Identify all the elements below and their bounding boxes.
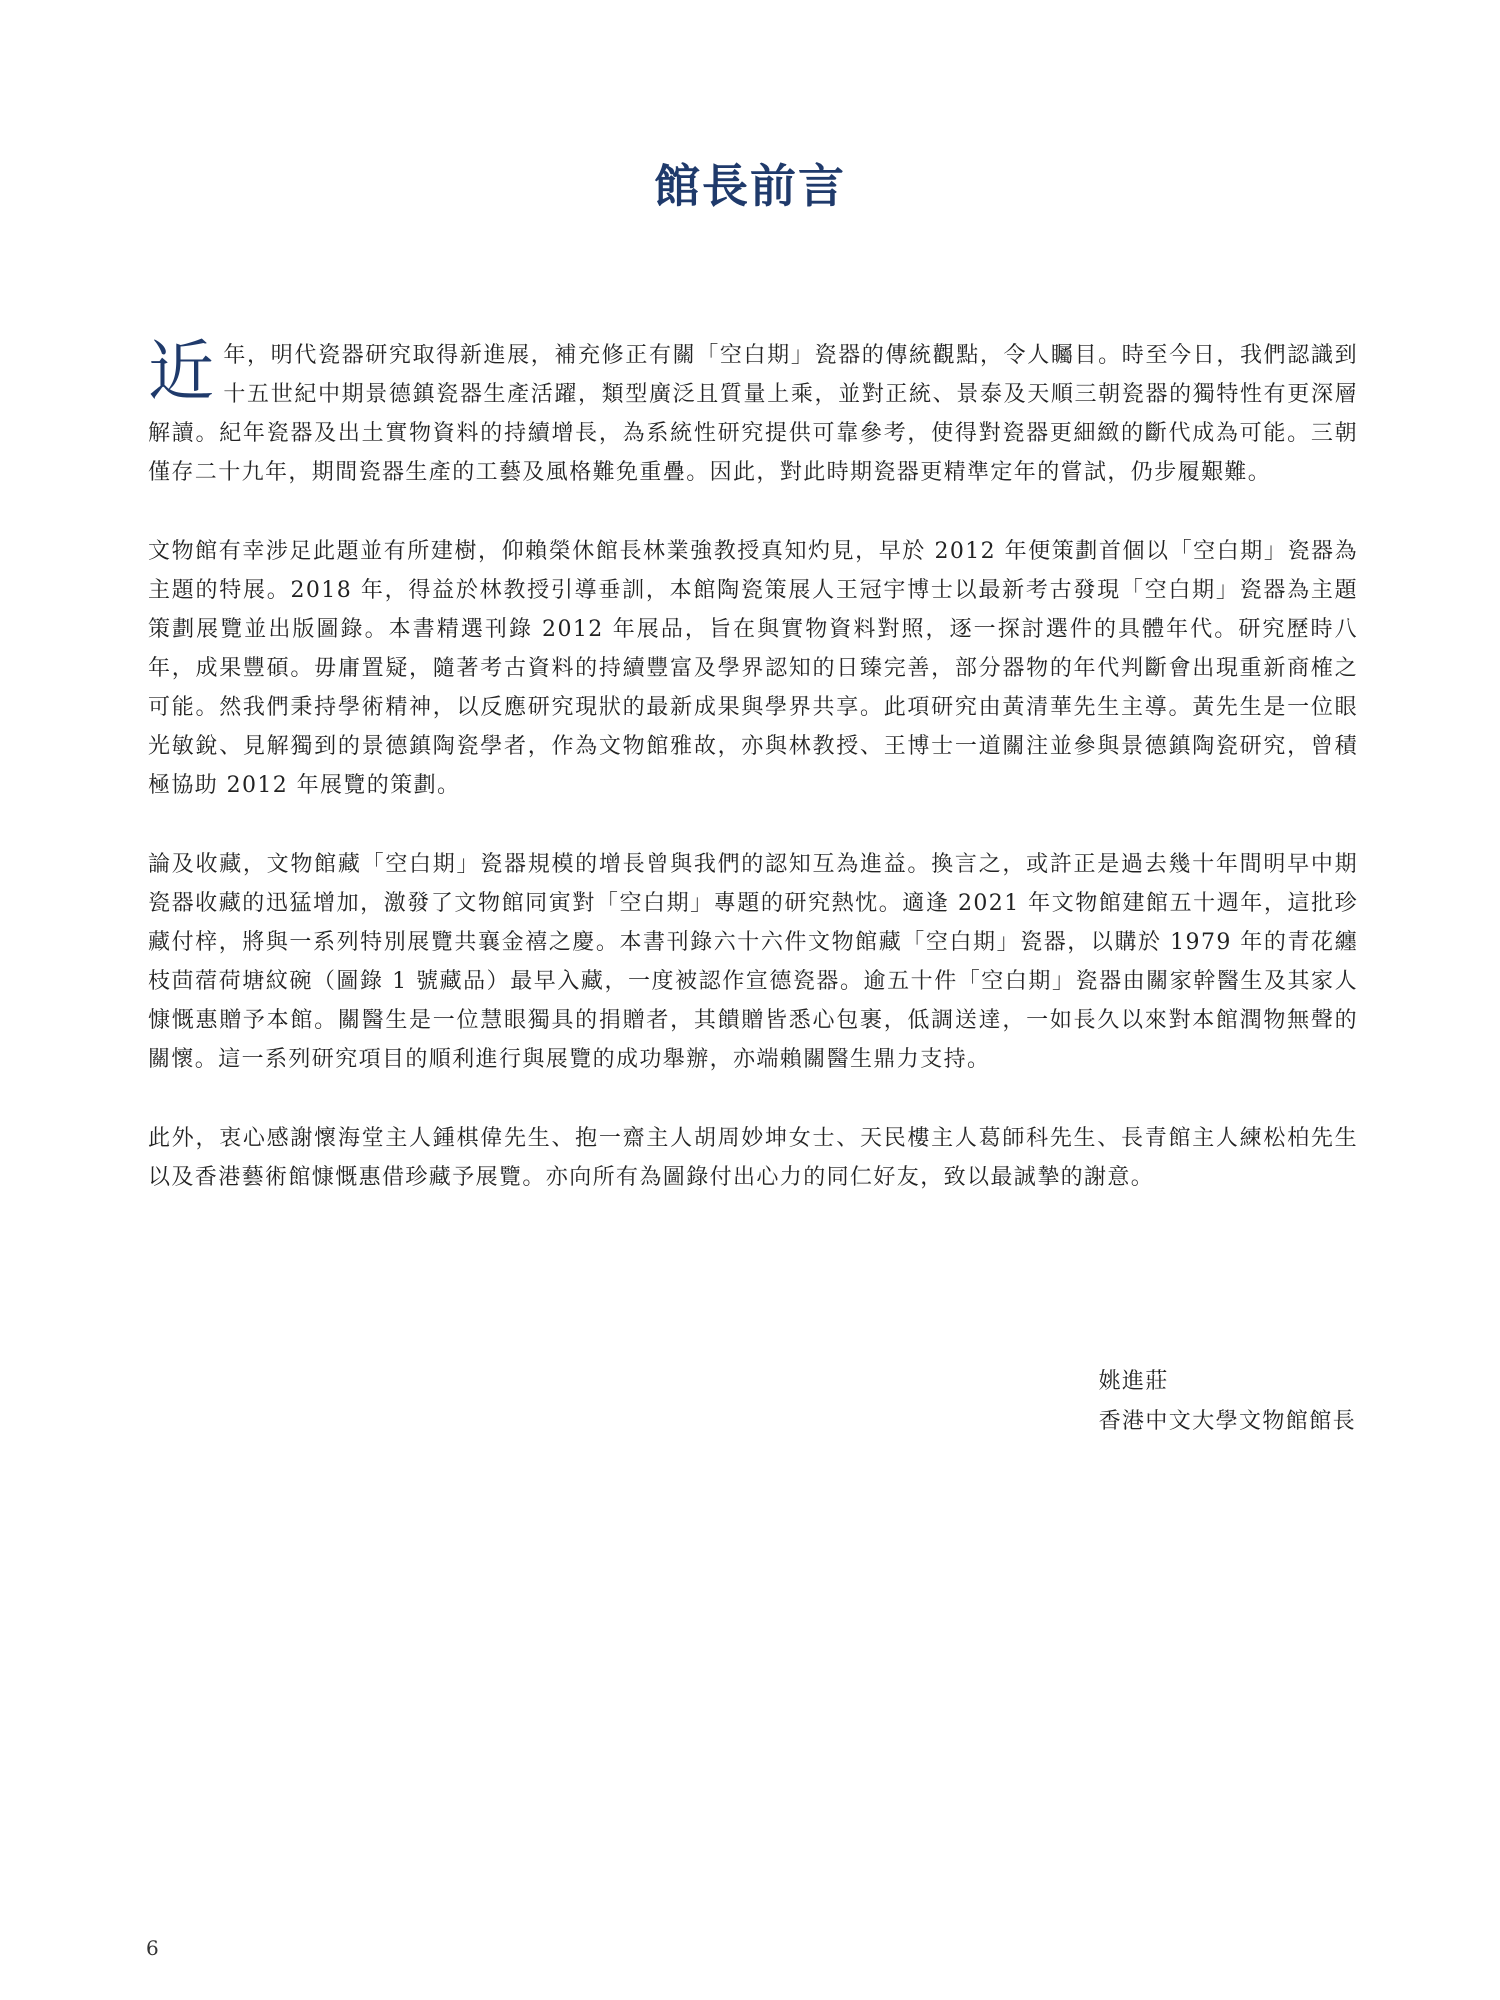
paragraph-2: 文物館有幸涉足此題並有所建樹，仰賴榮休館長林業強教授真知灼見，早於 2012 年便策劃首個以「空白期」瓷器為主題的特展。2018 年，得益於林教授引導垂訓，本館陶瓷策展人王冠宇博士以最新考古發現「空白期」瓷器為主題策劃展覽並出版圖錄。本書精選刊錄 2012 年展品，旨在與實物資料對照，逐一探討選件的具體年代。研究歷時八年，成果豐碩。毋庸置疑，隨著考古資料的持續豐富及學界認知的日臻完善，部分器物的年代判斷會出現重新商榷之可能。然我們秉持學術精神，以反應研究現狀的最新成果與學界共享。此項研究由黃清華先生主導。黃先生是一位眼光敏銳、見解獨到的景德鎮陶瓷學者，作為文物館雅故，亦與林教授、王博士一道關注並參與景德鎮陶瓷研究，曾積極協助 2012 年展覽的策劃。 bbox=[148, 539, 1358, 798]
signature-block bbox=[1099, 1362, 1356, 1442]
drop-cap: 近 bbox=[148, 333, 216, 410]
signature-position: 香港中文大學文物館館長 bbox=[1098, 1409, 1356, 1434]
paragraph-1 bbox=[148, 333, 1358, 492]
foreword-body bbox=[148, 333, 1358, 1237]
paragraph-3: 論及收藏，文物館藏「空白期」瓷器規模的增長曾與我們的認知互為進益。換言之，或許正是過去幾十年間明早中期瓷器收藏的迅猛增加，激發了文物館同寅對「空白期」專題的研究熱忱。適逢 2021 年文物館建館五十週年，這批珍藏付梓，將與一系列特別展覽共襄金禧之慶。本書刊錄六十六件文物館藏「空白期」瓷器，以購於 1979 年的青花纏枝茴蓿荷塘紋碗（圖錄 1 號藏品）最早入藏，一度被認作宣德瓷器。逾五十件「空白期」瓷器由關家幹醫生及其家人慷慨惠贈予本館。關醫生是一位慧眼獨具的捐贈者，其饋贈皆悉心包裹，低調送達，一如長久以來對本館潤物無聲的關懷。這一系列研究項目的順利進行與展覽的成功舉辦，亦端賴關醫生鼎力支持。 bbox=[148, 852, 1358, 1072]
paragraph-4: 此外，衷心感謝懷海堂主人鍾棋偉先生、抱一齋主人胡周妙坤女士、天民樓主人葛師科先生、長青館主人練松柏先生以及香港藝術館慷慨惠借珍藏予展覽。亦向所有為圖錄付出心力的同仁好友，致以最誠摯的謝意。 bbox=[148, 1126, 1358, 1190]
page-number: 6 bbox=[146, 1936, 159, 1960]
signature-name: 姚進莊 bbox=[1098, 1369, 1169, 1394]
page-title: 館長前言 bbox=[654, 159, 846, 213]
paragraph-1-text: 年，明代瓷器研究取得新進展，補充修正有關「空白期」瓷器的傳統觀點，令人矚目。時至今日，我們認識到十五世紀中期景德鎮瓷器生產活躍，類型廣泛且質量上乘，並對正統、景泰及天順三朝瓷器的獨特性有更深層解讀。紀年瓷器及出土實物資料的持續增長，為系統性研究提供可靠參考，使得對瓷器更細緻的斷代成為可能。三朝僅存二十九年，期間瓷器生產的工藝及風格難免重疊。因此，對此時期瓷器更精準定年的嘗試，仍步履艱難。 bbox=[148, 343, 1358, 485]
